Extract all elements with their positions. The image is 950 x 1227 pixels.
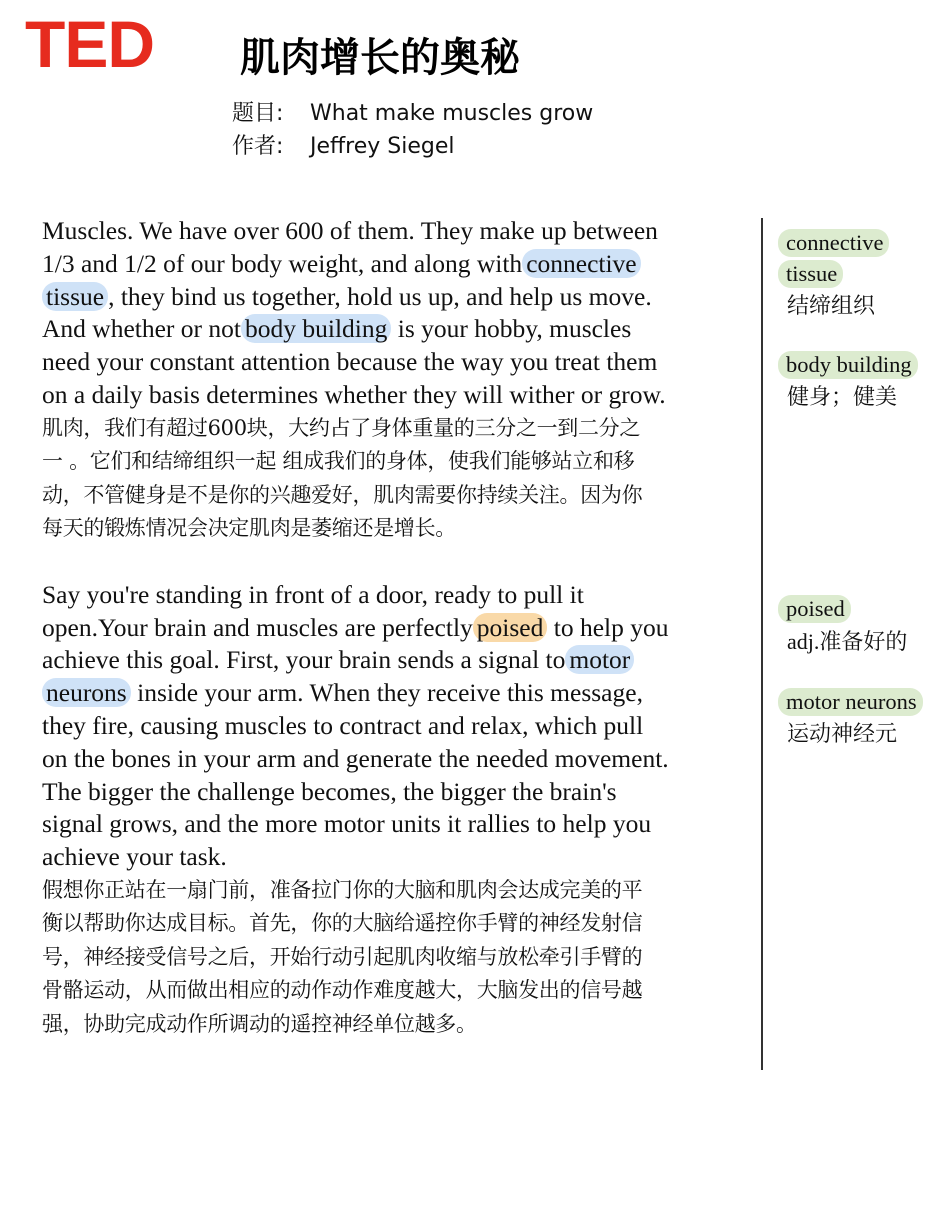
topic-value: What make muscles grow xyxy=(310,101,594,126)
text-line: on a daily basis determines whether they will wither or grow. xyxy=(42,379,666,409)
text-line: 肌肉，我们有超过600块，大约占了身体重量的三分之一到二分之 xyxy=(42,415,641,440)
text-line xyxy=(42,644,754,677)
glossary-term: body building xyxy=(778,351,918,379)
glossary-term: connective xyxy=(778,229,889,257)
text-span: , they bind us together, hold us up, and help us move. xyxy=(108,281,652,311)
highlight-connective: connective xyxy=(522,249,640,278)
text-line: 动，不管健身是不是你的兴趣爱好，肌肉需要你持续关注。因为你 xyxy=(42,482,643,507)
topic-line xyxy=(232,99,593,129)
text-span: achieve this goal. First, your brain sends a signal to xyxy=(42,645,566,675)
highlight-neurons: neurons xyxy=(42,678,131,707)
translation-text: 准备好的 xyxy=(819,630,908,655)
text-line xyxy=(42,677,754,710)
text-line: 强，协助完成动作所调动的遥控神经单位越多。 xyxy=(42,1011,477,1036)
text-span: to help you xyxy=(547,612,669,642)
text-line: The bigger the challenge becomes, the bigger the brain's xyxy=(42,776,617,806)
text-line: 骨骼运动，从而做出相应的动作动作难度越大，大脑发出的信号越 xyxy=(42,978,643,1003)
glossary-motor-neurons xyxy=(778,688,923,751)
highlight-tissue: tissue xyxy=(42,282,108,311)
text-line: Muscles. We have over 600 of them. They make up between xyxy=(42,216,658,245)
glossary-translation: 结缔组织 xyxy=(787,294,876,319)
highlight-motor: motor xyxy=(565,645,634,674)
text-line: achieve your task. xyxy=(42,842,227,872)
ted-logo: TED xyxy=(25,7,154,81)
text-line: Say you're standing in front of a door, ready to pull it xyxy=(42,579,584,609)
text-span: open.Your brain and muscles are perfectly xyxy=(42,612,473,642)
text-span: is your hobby, muscles xyxy=(391,314,632,344)
author-value: Jeffrey Siegel xyxy=(310,134,455,159)
highlight-poised: poised xyxy=(473,613,548,642)
paragraph-1-chinese xyxy=(42,412,754,546)
text-line: 一 。它们和结缔组织一起 组成我们的身体，使我们能够站立和移 xyxy=(42,449,635,474)
text-line xyxy=(42,281,754,314)
glossary-translation: 健身；健美 xyxy=(787,385,898,410)
text-span: inside your arm. When they receive this message, xyxy=(130,678,643,708)
glossary-term: poised xyxy=(778,595,851,623)
page-title: 肌肉增长的奥秘 xyxy=(240,35,520,81)
glossary-body-building xyxy=(778,351,918,414)
paragraph-2-english xyxy=(42,579,754,874)
text-line xyxy=(42,248,754,281)
text-line xyxy=(42,612,754,645)
text-line: on the bones in your arm and generate the needed movement. xyxy=(42,743,669,773)
text-line: need your constant attention because the way you treat them xyxy=(42,347,658,377)
text-line: 衡以帮助你达成目标。首先，你的大脑给遥控你手臂的神经发射信 xyxy=(42,911,643,936)
glossary-translation: 运动神经元 xyxy=(787,722,898,747)
text-line: 假想你正站在一扇门前，准备拉门你的大脑和肌肉会达成完美的平 xyxy=(42,877,643,902)
text-span: 1/3 and 1/2 of our body weight, and along with xyxy=(42,248,523,278)
glossary-poised xyxy=(778,595,907,659)
text-line: 每天的锻炼情况会决定肌肉是萎缩还是增长。 xyxy=(42,516,456,541)
text-line: they fire, causing muscles to contract and relax, which pull xyxy=(42,710,644,740)
article-body xyxy=(42,215,754,1041)
text-span: And whether or not xyxy=(42,314,241,344)
glossary-term: motor neurons xyxy=(778,688,923,716)
text-line: signal grows, and the more motor units it rallies to help you xyxy=(42,809,652,839)
highlight-body-building: body building xyxy=(241,314,391,343)
author-line xyxy=(232,132,455,162)
part-of-speech: adj. xyxy=(787,629,820,654)
paragraph-2-chinese xyxy=(42,874,754,1042)
text-line xyxy=(42,313,754,346)
text-line: 号，神经接受信号之后，开始行动引起肌肉收缩与放松牵引手臂的 xyxy=(42,944,643,969)
paragraph-1-english xyxy=(42,215,754,412)
glossary-connective-tissue xyxy=(778,229,889,323)
author-label: 作者: xyxy=(232,134,284,159)
glossary-translation xyxy=(778,626,907,659)
glossary-term: tissue xyxy=(778,260,843,288)
column-divider xyxy=(761,218,763,1070)
topic-label: 题目: xyxy=(232,101,284,126)
